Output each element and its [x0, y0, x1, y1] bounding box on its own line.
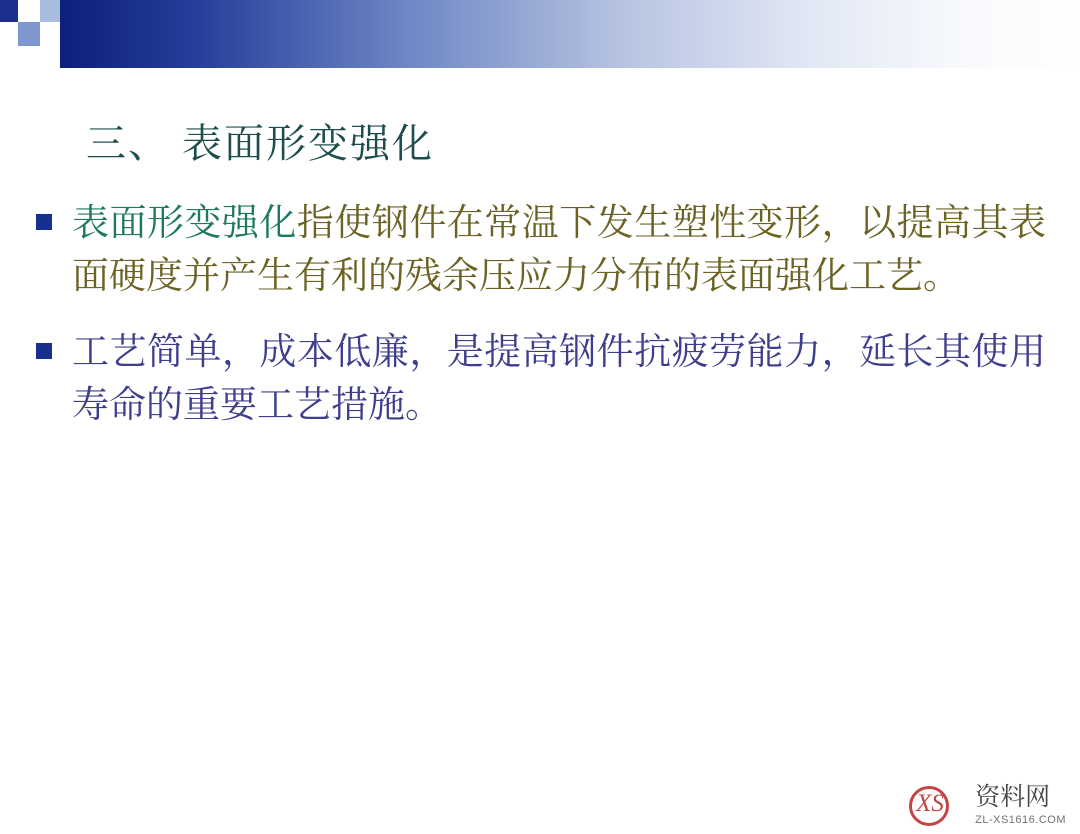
bullet-body-text: 工艺简单，成本低廉，是提高钢件抗疲劳能力，延长其使用寿命的重要工艺措施。 [72, 332, 1046, 426]
banner-square-9 [40, 46, 60, 68]
banner-square-6 [40, 22, 60, 46]
bullet-body-text: 指使钢件在常温下发生塑性变形，以提高其表面硬度并产生有利的残余压应力分布的表面强化工艺。 [72, 203, 1047, 297]
watermark-logo-icon [907, 782, 969, 826]
watermark-site-name: 资料网 [975, 783, 1051, 811]
watermark-text-block [975, 785, 1066, 826]
banner-square-3 [40, 0, 60, 22]
square-bullet-icon [36, 214, 52, 230]
watermark-site-url: ZL-XS1616.COM [975, 814, 1066, 826]
bullet-lead-phrase: 表面形变强化 [72, 203, 297, 244]
square-bullet-icon [36, 343, 52, 359]
banner-square-1 [0, 0, 18, 22]
watermark [907, 782, 1066, 826]
banner-square-7 [0, 46, 18, 68]
banner-square-8 [18, 46, 40, 68]
banner-square-5 [18, 22, 40, 46]
banner-square-2 [18, 0, 40, 22]
list-item [36, 327, 1046, 432]
bullet-text [72, 327, 1046, 432]
bullet-list [36, 198, 1046, 456]
banner-gradient-bar [58, 0, 1080, 68]
bullet-text [72, 198, 1046, 303]
watermark-logo-text: XS [916, 790, 944, 817]
list-item [36, 198, 1046, 303]
page-title: 三、 表面形变强化 [86, 121, 434, 166]
slide-header-banner [0, 0, 1080, 68]
banner-square-4 [0, 22, 18, 46]
